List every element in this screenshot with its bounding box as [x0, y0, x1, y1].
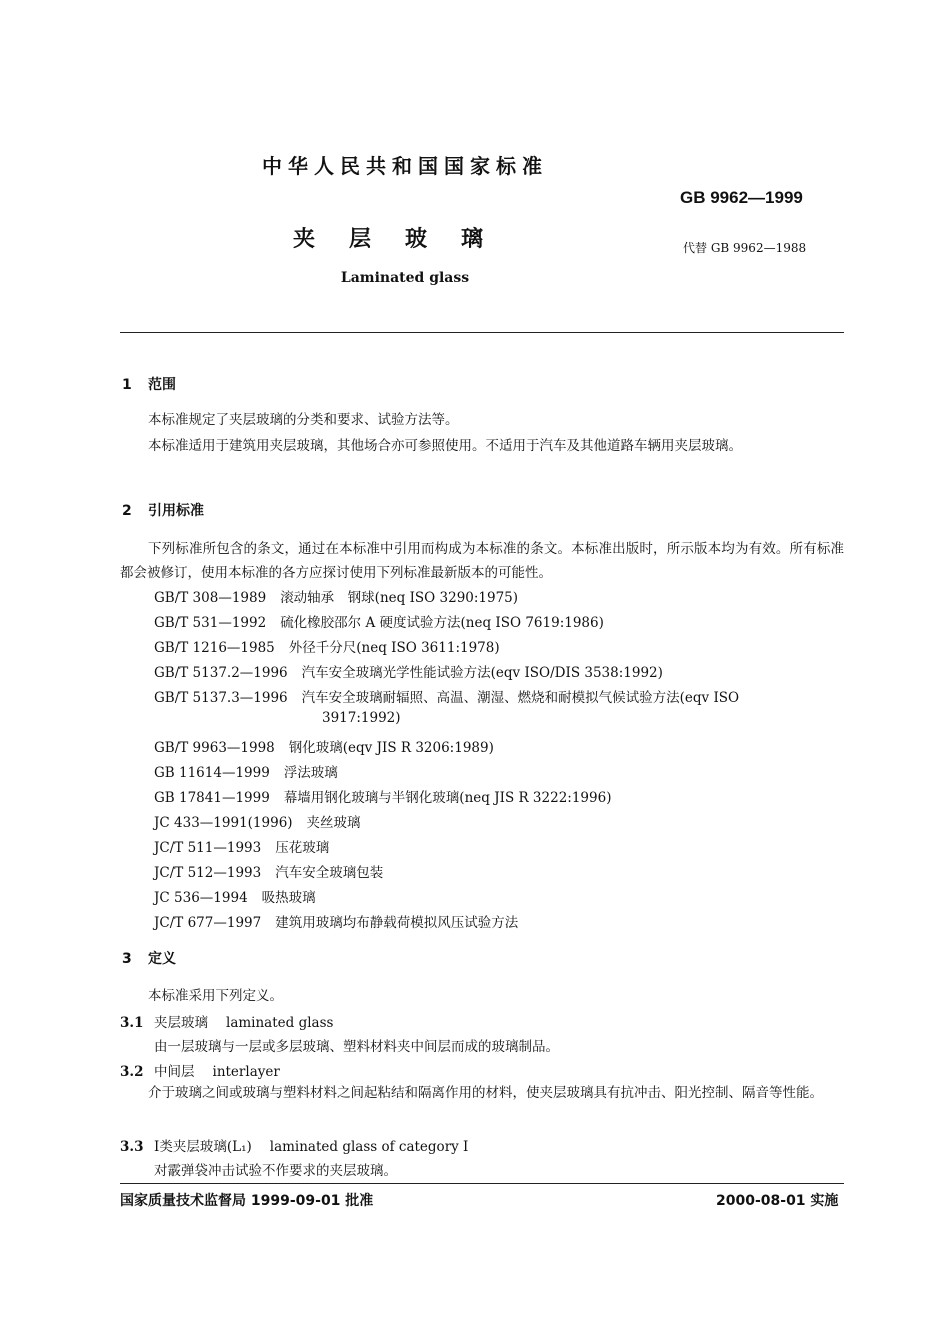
definition-number: 3.1 [120, 1015, 144, 1031]
reference-item [154, 686, 739, 706]
section-number: 2 [122, 503, 132, 519]
header-divider [120, 332, 844, 333]
definition-term-en: laminated glass [226, 1015, 334, 1031]
reference-title: 汽车安全玻璃耐辐照、高温、潮湿、燃烧和耐模拟气候试验方法(eqv ISO [301, 690, 740, 706]
scope-paragraph-2: 本标准适用于建筑用夹层玻璃，其他场合亦可参照使用。不适用于汽车及其他道路车辆用夹层玻璃。 [148, 438, 742, 454]
section-title: 引用标准 [148, 503, 204, 519]
reference-item [154, 586, 518, 606]
reference-title: 硫化橡胶邵尔 A 硬度试验方法(neq ISO 7619:1986) [280, 615, 604, 631]
reference-title: 滚动轴承 钢球(neq ISO 3290:1975) [280, 590, 519, 606]
reference-title: 汽车安全玻璃光学性能试验方法(eqv ISO/DIS 3538:1992) [301, 665, 663, 681]
section-heading-scope [122, 374, 176, 394]
definition-term-en: interlayer [212, 1064, 280, 1080]
document-title: 夹层玻璃 [292, 227, 517, 252]
approval-date: 国家质量技术监督局 1999-09-01 批准 [120, 1193, 374, 1209]
reference-item [154, 661, 663, 681]
section-title: 定义 [148, 951, 176, 967]
replaces-standard: 代替 GB 9962—1988 [683, 241, 807, 255]
reference-item [154, 761, 338, 781]
reference-code: GB/T 5137.3—1996 [154, 690, 288, 706]
reference-title: 建筑用玻璃均布静载荷模拟风压试验方法 [275, 915, 519, 931]
definition-body: 对霰弹袋冲击试验不作要求的夹层玻璃。 [154, 1163, 397, 1179]
scope-paragraph-1: 本标准规定了夹层玻璃的分类和要求、试验方法等。 [148, 412, 459, 428]
definition-term-cn: 中间层 [154, 1064, 195, 1080]
reference-code: GB 11614—1999 [154, 765, 270, 781]
reference-item [154, 861, 383, 881]
definition-body: 由一层玻璃与一层或多层玻璃、塑料材料夹中间层而成的玻璃制品。 [154, 1039, 559, 1055]
definition-term-cn: 夹层玻璃 [154, 1015, 208, 1031]
reference-item [154, 786, 611, 806]
reference-title-continuation: 3917:1992) [322, 710, 401, 726]
reference-code: JC/T 511—1993 [154, 840, 262, 856]
reference-code: GB/T 9963—1998 [154, 740, 275, 756]
reference-title: 压花玻璃 [275, 840, 330, 856]
reference-item [154, 611, 604, 631]
reference-item [154, 811, 361, 831]
reference-title: 浮法玻璃 [283, 765, 338, 781]
section-number: 1 [122, 377, 132, 393]
definition-body: 介于玻璃之间或玻璃与塑料材料之间起粘结和隔离作用的材料，使夹层玻璃具有抗冲击、阳光控制、隔音等性能。 [148, 1085, 823, 1101]
reference-code: JC/T 512—1993 [154, 865, 262, 881]
reference-code: GB/T 5137.2—1996 [154, 665, 288, 681]
reference-code: JC/T 677—1997 [154, 915, 262, 931]
definitions-intro: 本标准采用下列定义。 [148, 988, 283, 1004]
reference-code: GB 17841—1999 [154, 790, 270, 806]
definition-term [120, 1060, 280, 1080]
definition-term-en: laminated glass of category Ⅰ [269, 1139, 469, 1155]
section-heading-references [122, 500, 204, 520]
reference-code: GB/T 1216—1985 [154, 640, 275, 656]
definition-term-cn: Ⅰ类夹层玻璃(L₁) [154, 1139, 252, 1155]
reference-item [154, 736, 494, 756]
definition-term [120, 1011, 333, 1031]
references-intro: 下列标准所包含的条文，通过在本标准中引用而构成为本标准的条文。本标准出版时，所示版本均为有效。所有标准都会被修订，使用本标准的各方应探讨使用下列标准最新版本的可能性。 [120, 541, 844, 581]
reference-code: GB/T 308—1989 [154, 590, 267, 606]
national-standard-heading: 中华人民共和国国家标准 [262, 154, 548, 178]
reference-title: 吸热玻璃 [261, 890, 316, 906]
reference-item [154, 836, 329, 856]
section-title: 范围 [148, 377, 176, 393]
english-title: Laminated glass [340, 270, 470, 286]
reference-item [154, 886, 316, 906]
reference-item [154, 636, 500, 656]
reference-item [154, 911, 518, 931]
reference-title: 钢化玻璃(eqv JIS R 3206:1989) [288, 740, 494, 756]
effective-date: 2000-08-01 实施 [716, 1193, 839, 1209]
footer-divider [120, 1183, 844, 1184]
reference-title: 外径千分尺(neq ISO 3611:1978) [288, 640, 500, 656]
reference-title: 汽车安全玻璃包装 [275, 865, 384, 881]
section-heading-definitions [122, 948, 176, 968]
reference-title: 夹丝玻璃 [306, 815, 361, 831]
section-number: 3 [122, 951, 132, 967]
standard-number: GB 9962—1999 [680, 188, 803, 207]
definition-number: 3.2 [120, 1064, 144, 1080]
reference-code: JC 536—1994 [154, 890, 248, 906]
reference-code: GB/T 531—1992 [154, 615, 267, 631]
reference-title: 幕墙用钢化玻璃与半钢化玻璃(neq JIS R 3222:1996) [283, 790, 612, 806]
definition-number: 3.3 [120, 1139, 144, 1155]
reference-code: JC 433—1991(1996) [154, 815, 293, 831]
definition-term [120, 1135, 468, 1155]
